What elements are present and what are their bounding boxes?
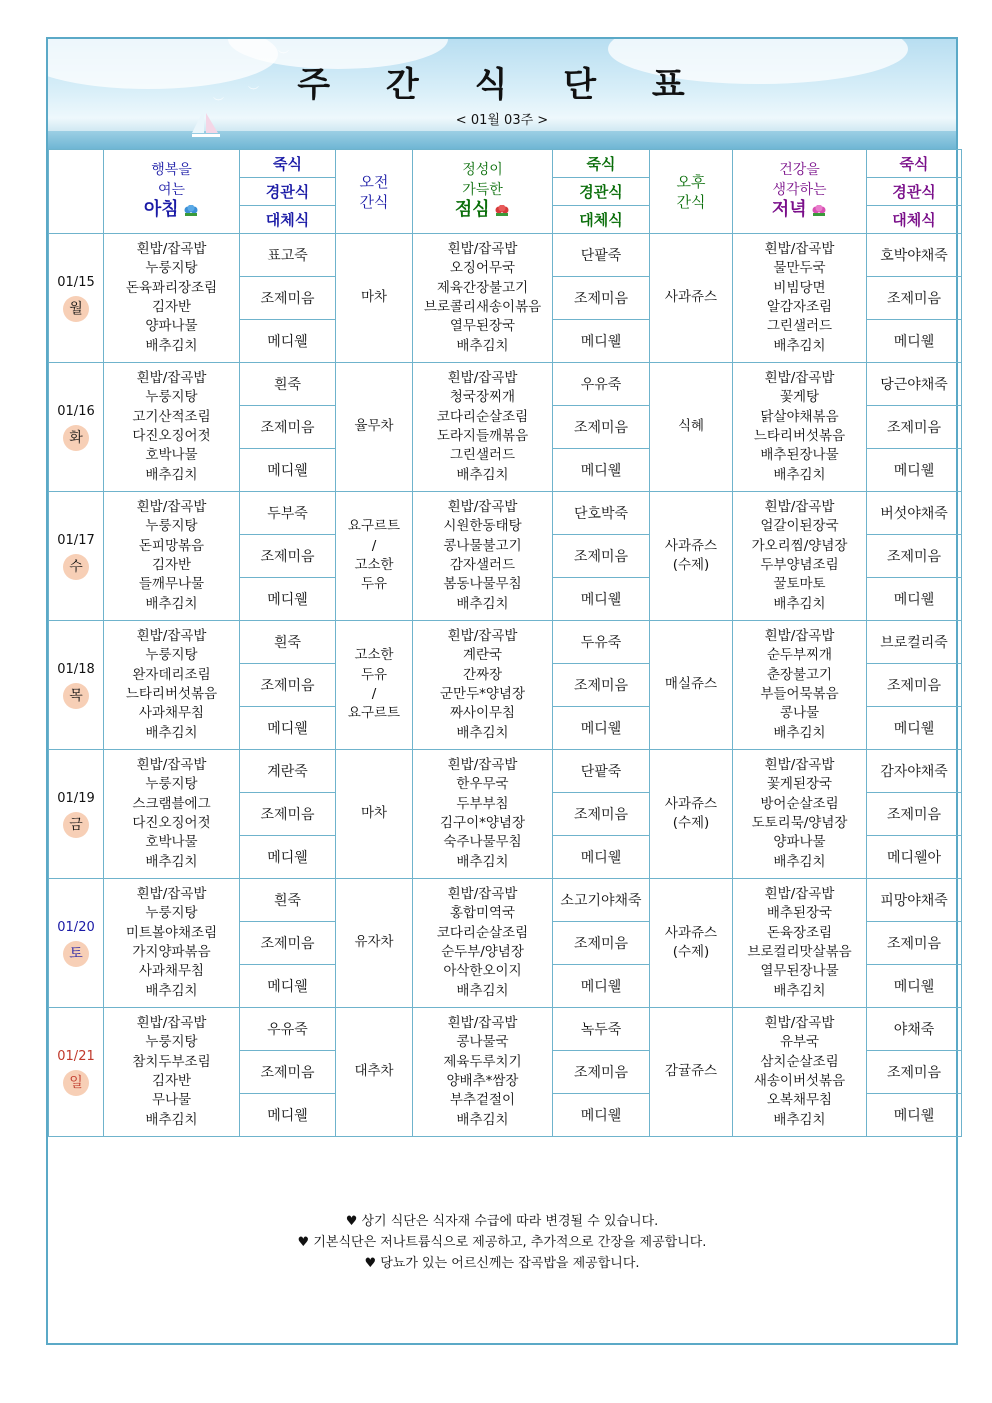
day-row xyxy=(49,879,962,922)
dinner-header-title: 저녁 xyxy=(771,199,807,221)
lunch-menu: 흰밥/잡곡밥 콩나물국 제육두루치기 양배추*쌈장 부추겉절이 배추김치 xyxy=(413,1008,553,1137)
lunch-alt-item: 조제미음 xyxy=(553,922,650,965)
dinner-alt-item: 메디웰 xyxy=(867,1094,962,1137)
breakfast-menu: 흰밥/잡곡밥 누룽지탕 미트볼야채조림 가지양파볶음 사과채무침 배추김치 xyxy=(104,879,240,1008)
breakfast-alt-item: 메디웰 xyxy=(240,965,336,1008)
dinner-alt-item: 호박야채죽 xyxy=(867,234,962,277)
breakfast-header-title: 아침 xyxy=(143,199,179,221)
lunch-alt-item: 메디웰 xyxy=(553,578,650,621)
lunch-alt-item: 조제미음 xyxy=(553,277,650,320)
lunch-alt-tube-header: 경관식 xyxy=(553,178,650,206)
lunch-alt-item: 소고기야채죽 xyxy=(553,879,650,922)
date-cell xyxy=(49,750,104,879)
dinner-alt-item: 조제미음 xyxy=(867,793,962,836)
breakfast-alt-item: 두부죽 xyxy=(240,492,336,535)
breakfast-menu: 흰밥/잡곡밥 누룽지탕 참치두부조림 김자반 무나물 배추김치 xyxy=(104,1008,240,1137)
breakfast-alt-item: 메디웰 xyxy=(240,836,336,879)
date-label: 01/21 xyxy=(57,1048,95,1064)
date-label: 01/17 xyxy=(57,532,95,548)
lunch-alt-porridge-header: 죽식 xyxy=(553,150,650,178)
weekday-badge: 월 xyxy=(63,296,89,322)
pm-snack: 식혜 xyxy=(650,363,733,492)
dinner-alt-item: 야채죽 xyxy=(867,1008,962,1051)
lunch-alt-item: 메디웰 xyxy=(553,449,650,492)
am-snack: 고소한 두유 / 요구르트 xyxy=(336,621,413,750)
breakfast-alt-item: 흰죽 xyxy=(240,363,336,406)
dinner-alt-item: 피망야채죽 xyxy=(867,879,962,922)
flower-icon xyxy=(811,205,827,217)
dinner-alt-item: 조제미음 xyxy=(867,1051,962,1094)
note-line: ♥ 당뇨가 있는 어르신께는 잡곡밥을 제공합니다. xyxy=(364,1256,640,1271)
lunch-alt-item: 우유죽 xyxy=(553,363,650,406)
dinner-header-line1: 건강을 xyxy=(779,162,820,179)
am-snack: 요구르트 / 고소한 두유 xyxy=(336,492,413,621)
breakfast-alt-item: 조제미음 xyxy=(240,277,336,320)
date-cell xyxy=(49,621,104,750)
dinner-menu: 흰밥/잡곡밥 순두부찌개 춘장불고기 부들어묵볶음 콩나물 배추김치 xyxy=(733,621,867,750)
date-label: 01/20 xyxy=(57,919,95,935)
breakfast-menu: 흰밥/잡곡밥 누룽지탕 고기산적조림 다진오징어젓 호박나물 배추김치 xyxy=(104,363,240,492)
dinner-alt-item: 메디웰 xyxy=(867,707,962,750)
menu-table xyxy=(48,149,962,1137)
dinner-menu: 흰밥/잡곡밥 꽃게된장국 방어순살조림 도토리묵/양념장 양파나물 배추김치 xyxy=(733,750,867,879)
date-cell xyxy=(49,234,104,363)
pm-snack-header-line2: 간식 xyxy=(676,192,706,211)
header-corner xyxy=(49,150,104,234)
dinner-menu: 흰밥/잡곡밥 유부국 삼치순살조림 새송이버섯볶음 오복채무침 배추김치 xyxy=(733,1008,867,1137)
week-label: < 01월 03주 > xyxy=(455,113,549,128)
dinner-alt-item: 조제미음 xyxy=(867,535,962,578)
dinner-alt-porridge-header: 죽식 xyxy=(867,150,962,178)
am-snack: 마차 xyxy=(336,234,413,363)
lunch-alt-item: 메디웰 xyxy=(553,836,650,879)
note-line: ♥ 상기 식단은 식자재 수급에 따라 변경될 수 있습니다. xyxy=(345,1214,659,1229)
lunch-alt-item: 메디웰 xyxy=(553,1094,650,1137)
pm-snack: 사과쥬스 (수제) xyxy=(650,750,733,879)
pm-snack-header xyxy=(650,150,733,234)
weekday-badge: 수 xyxy=(63,554,89,580)
date-label: 01/18 xyxy=(57,661,95,677)
weekday-badge: 목 xyxy=(63,683,89,709)
tulip-icon xyxy=(494,205,510,217)
header-banner xyxy=(48,39,956,149)
lunch-menu: 흰밥/잡곡밥 오징어무국 제육간장불고기 브로콜리새송이볶음 열무된장국 배추김치 xyxy=(413,234,553,363)
dinner-alt-item: 메디웰 xyxy=(867,965,962,1008)
lunch-alt-item: 조제미음 xyxy=(553,1051,650,1094)
dinner-header-line2: 생각하는 xyxy=(772,181,827,198)
breakfast-alt-item: 조제미음 xyxy=(240,793,336,836)
date-cell xyxy=(49,363,104,492)
lunch-menu: 흰밥/잡곡밥 시원한동태탕 콩나물불고기 감자샐러드 봄동나물무침 배추김치 xyxy=(413,492,553,621)
day-row xyxy=(49,363,962,406)
lunch-header-line1: 정성이 xyxy=(462,162,503,179)
seagull-icon: ︶ xyxy=(278,49,289,62)
dinner-alt-item: 메디웰 xyxy=(867,320,962,363)
breakfast-alt-item: 메디웰 xyxy=(240,449,336,492)
breakfast-alt-item: 조제미음 xyxy=(240,406,336,449)
dinner-alt-tube-header: 경관식 xyxy=(867,178,962,206)
breakfast-alt-item: 조제미음 xyxy=(240,1051,336,1094)
lunch-alt-item: 단팥죽 xyxy=(553,750,650,793)
am-snack: 유자차 xyxy=(336,879,413,1008)
sea-decoration xyxy=(48,131,956,149)
breakfast-menu: 흰밥/잡곡밥 누룽지탕 돈피망볶음 김자반 들깨무나물 배추김치 xyxy=(104,492,240,621)
breakfast-alt-substitute-header: 대체식 xyxy=(240,206,336,234)
breakfast-alt-item: 계란죽 xyxy=(240,750,336,793)
lunch-header xyxy=(413,150,553,234)
am-snack-header-line1: 오전 xyxy=(359,172,389,191)
breakfast-alt-item: 표고죽 xyxy=(240,234,336,277)
breakfast-alt-item: 흰죽 xyxy=(240,879,336,922)
lunch-alt-item: 메디웰 xyxy=(553,320,650,363)
lunch-alt-item: 단호박죽 xyxy=(553,492,650,535)
lunch-alt-item: 메디웰 xyxy=(553,965,650,1008)
lunch-alt-substitute-header: 대체식 xyxy=(553,206,650,234)
breakfast-alt-item: 메디웰 xyxy=(240,1094,336,1137)
day-row xyxy=(49,492,962,535)
lunch-alt-item: 녹두죽 xyxy=(553,1008,650,1051)
dinner-alt-item: 브로컬리죽 xyxy=(867,621,962,664)
lunch-header-title: 점심 xyxy=(454,199,490,221)
pm-snack-header-line1: 오후 xyxy=(676,172,706,191)
breakfast-alt-item: 메디웰 xyxy=(240,707,336,750)
day-row xyxy=(49,1008,962,1051)
dinner-menu: 흰밥/잡곡밥 꽃게탕 닭살야채볶음 느타리버섯볶음 배추된장나물 배추김치 xyxy=(733,363,867,492)
breakfast-menu: 흰밥/잡곡밥 누룽지탕 돈육꽈리장조림 김자반 양파나물 배추김치 xyxy=(104,234,240,363)
dinner-menu: 흰밥/잡곡밥 물만두국 비빔당면 알감자조림 그린샐러드 배추김치 xyxy=(733,234,867,363)
lunch-alt-item: 조제미음 xyxy=(553,793,650,836)
breakfast-alt-item: 우유죽 xyxy=(240,1008,336,1051)
weekday-badge: 금 xyxy=(63,812,89,838)
date-label: 01/19 xyxy=(57,790,95,806)
day-row xyxy=(49,750,962,793)
breakfast-header-line2: 여는 xyxy=(157,181,186,198)
note-line: ♥ 기본식단은 저나트륨식으로 제공하고, 추가적으로 간장을 제공합니다. xyxy=(297,1235,707,1250)
lunch-alt-item: 조제미음 xyxy=(553,406,650,449)
breakfast-alt-porridge-header: 죽식 xyxy=(240,150,336,178)
breakfast-alt-item: 메디웰 xyxy=(240,320,336,363)
breakfast-menu: 흰밥/잡곡밥 누룽지탕 완자데리조림 느타리버섯볶음 사과채무침 배추김치 xyxy=(104,621,240,750)
lunch-alt-item: 단팥죽 xyxy=(553,234,650,277)
lunch-alt-item: 메디웰 xyxy=(553,707,650,750)
lunch-menu: 흰밥/잡곡밥 계란국 간짜장 군만두*양념장 짜사이무침 배추김치 xyxy=(413,621,553,750)
am-snack: 대추차 xyxy=(336,1008,413,1137)
dinner-alt-item: 메디웰 xyxy=(867,578,962,621)
pm-snack: 사과쥬스 (수제) xyxy=(650,492,733,621)
pm-snack: 매실쥬스 xyxy=(650,621,733,750)
pm-snack: 감귤쥬스 xyxy=(650,1008,733,1137)
dinner-alt-item: 버섯야채죽 xyxy=(867,492,962,535)
dinner-alt-item: 조제미음 xyxy=(867,664,962,707)
weekday-badge: 토 xyxy=(63,941,89,967)
breakfast-header xyxy=(104,150,240,234)
dinner-alt-item: 메디웰 xyxy=(867,449,962,492)
lunch-alt-item: 조제미음 xyxy=(553,664,650,707)
breakfast-alt-item: 조제미음 xyxy=(240,922,336,965)
am-snack-header xyxy=(336,150,413,234)
breakfast-alt-tube-header: 경관식 xyxy=(240,178,336,206)
lunch-header-line2: 가득한 xyxy=(462,181,503,198)
lunch-alt-item: 두유죽 xyxy=(553,621,650,664)
dinner-alt-substitute-header: 대체식 xyxy=(867,206,962,234)
dinner-alt-item: 메디웰아 xyxy=(867,836,962,879)
menu-page xyxy=(46,37,958,1345)
breakfast-alt-item: 메디웰 xyxy=(240,578,336,621)
dinner-menu: 흰밥/잡곡밥 얼갈이된장국 가오리찜/양념장 두부양념조림 꿀토마토 배추김치 xyxy=(733,492,867,621)
breakfast-alt-item: 흰죽 xyxy=(240,621,336,664)
dinner-menu: 흰밥/잡곡밥 배추된장국 돈육장조림 브로컬리맛살볶음 열무된장나물 배추김치 xyxy=(733,879,867,1008)
date-label: 01/15 xyxy=(57,274,95,290)
weekday-badge: 일 xyxy=(63,1070,89,1096)
dinner-alt-item: 조제미음 xyxy=(867,277,962,320)
am-snack: 마차 xyxy=(336,750,413,879)
breakfast-alt-item: 조제미음 xyxy=(240,664,336,707)
am-snack: 율무차 xyxy=(336,363,413,492)
breakfast-menu: 흰밥/잡곡밥 누룽지탕 스크램블에그 다진오징어젓 호박나물 배추김치 xyxy=(104,750,240,879)
breakfast-header-line1: 행복을 xyxy=(151,162,192,179)
dinner-alt-item: 조제미음 xyxy=(867,406,962,449)
date-cell xyxy=(49,492,104,621)
lunch-menu: 흰밥/잡곡밥 홍합미역국 코다리순살조림 순두부/양념장 아삭한오이지 배추김치 xyxy=(413,879,553,1008)
notes xyxy=(48,1211,956,1274)
dinner-alt-item: 감자야채죽 xyxy=(867,750,962,793)
dinner-alt-item: 당근야채죽 xyxy=(867,363,962,406)
day-row xyxy=(49,234,962,277)
pm-snack: 사과쥬스 xyxy=(650,234,733,363)
date-label: 01/16 xyxy=(57,403,95,419)
lunch-alt-item: 조제미음 xyxy=(553,535,650,578)
dinner-header xyxy=(733,150,867,234)
flower-icon xyxy=(183,205,199,217)
dinner-alt-item: 조제미음 xyxy=(867,922,962,965)
page-title: 주 간 식 단 표 xyxy=(297,65,707,105)
seagull-icon: ︶ xyxy=(248,85,259,98)
weekday-badge: 화 xyxy=(63,425,89,451)
lunch-menu: 흰밥/잡곡밥 한우무국 두부부침 김구이*양념장 숙주나물무침 배추김치 xyxy=(413,750,553,879)
date-cell xyxy=(49,879,104,1008)
pm-snack: 사과쥬스 (수제) xyxy=(650,879,733,1008)
seagull-icon: ︶ xyxy=(213,96,224,109)
date-cell xyxy=(49,1008,104,1137)
am-snack-header-line2: 간식 xyxy=(359,192,389,211)
lunch-menu: 흰밥/잡곡밥 청국장찌개 코다리순살조림 도라지들깨볶음 그린샐러드 배추김치 xyxy=(413,363,553,492)
day-row xyxy=(49,621,962,664)
breakfast-alt-item: 조제미음 xyxy=(240,535,336,578)
